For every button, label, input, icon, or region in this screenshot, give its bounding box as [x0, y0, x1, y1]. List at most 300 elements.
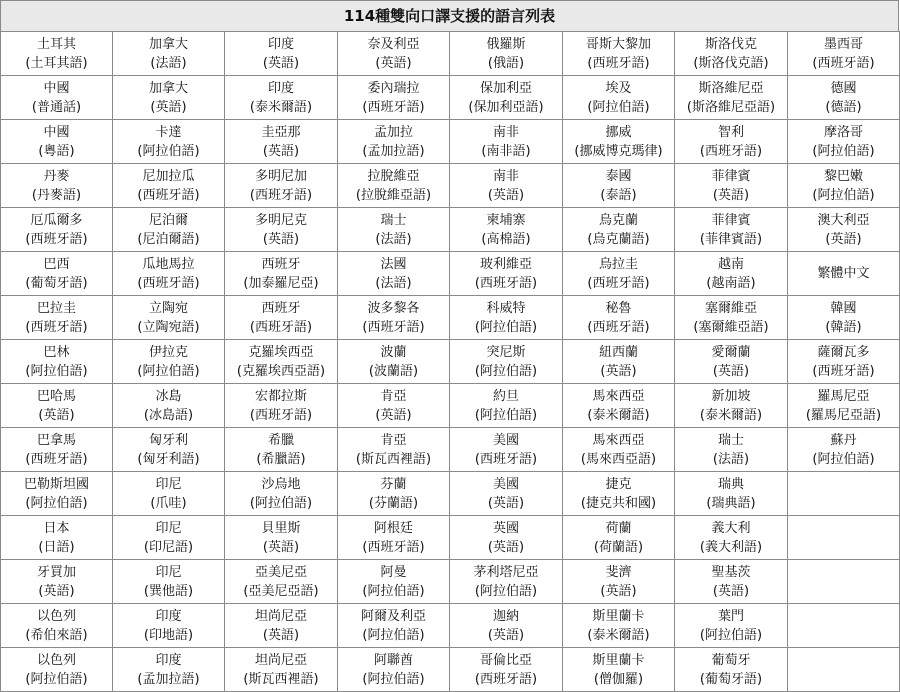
- language-name: (亞美尼亞語): [243, 583, 319, 599]
- country-name: 澳大利亞: [817, 212, 870, 228]
- table-row: [1, 648, 900, 692]
- language-cell: [563, 252, 675, 296]
- country-name: 墨西哥: [823, 36, 863, 52]
- country-name: 波多黎各: [367, 300, 420, 316]
- table-row: [1, 472, 900, 516]
- language-name: (阿拉伯語): [812, 451, 875, 467]
- country-name: 以色列: [36, 652, 76, 668]
- language-name: (菲律賓語): [699, 231, 763, 247]
- language-name: (立陶宛語): [137, 319, 200, 335]
- language-cell: [338, 472, 450, 516]
- language-name: (西班牙語): [25, 231, 88, 247]
- language-name: (保加利亞語): [468, 99, 544, 115]
- country-name: 捷克: [605, 476, 632, 492]
- language-cell: [338, 604, 450, 648]
- language-cell: [450, 164, 563, 208]
- country-name: 阿聯酋: [373, 652, 413, 668]
- language-cell: [338, 120, 450, 164]
- language-name: (西班牙語): [362, 99, 425, 115]
- language-name: (印尼語): [143, 539, 194, 555]
- language-name: (阿拉伯語): [137, 143, 200, 159]
- language-name: (越南語): [706, 275, 756, 291]
- language-cell: [563, 164, 675, 208]
- language-name: (泰米爾語): [587, 407, 650, 423]
- language-name: (西班牙語): [587, 55, 650, 71]
- country-name: 加拿大: [148, 36, 188, 52]
- country-name: 菲律賓: [711, 168, 751, 184]
- country-name: 波蘭: [380, 344, 407, 360]
- language-cell: [338, 252, 450, 296]
- language-cell: [788, 340, 900, 384]
- country-name: 突尼斯: [486, 344, 526, 360]
- language-name: (阿拉伯語): [362, 627, 425, 643]
- language-name: (英語): [600, 363, 637, 379]
- country-name: 斐濟: [605, 564, 632, 580]
- language-name: (英語): [712, 583, 750, 599]
- language-cell: [563, 120, 675, 164]
- country-name: 茅利塔尼亞: [473, 564, 539, 580]
- country-name: 埃及: [605, 80, 632, 96]
- language-cell: [225, 120, 338, 164]
- language-cell: [338, 208, 450, 252]
- language-cell: [338, 428, 450, 472]
- language-cell: [563, 76, 675, 120]
- language-name: (日語): [38, 539, 75, 555]
- language-name: (加泰羅尼亞): [243, 275, 319, 291]
- country-name: 俄羅斯: [486, 36, 526, 52]
- language-name: (西班牙語): [362, 539, 425, 555]
- language-cell: [1, 472, 113, 516]
- language-cell: [113, 516, 225, 560]
- language-cell: [563, 648, 675, 692]
- language-cell: [225, 76, 338, 120]
- country-name: 韓國: [830, 300, 857, 316]
- language-name: (粵語): [38, 143, 75, 159]
- language-name: (爪哇): [150, 495, 187, 511]
- country-name: 冰島: [155, 388, 182, 404]
- table-row: [1, 208, 900, 252]
- language-name: (捷克共和國): [580, 495, 657, 511]
- country-name: 以色列: [36, 608, 76, 624]
- language-cell: [113, 120, 225, 164]
- country-name: 印尼: [155, 564, 182, 580]
- language-cell: [563, 340, 675, 384]
- language-cell: [788, 296, 900, 340]
- language-name: (泰米爾語): [249, 99, 313, 115]
- language-name: (斯瓦西裡語): [355, 451, 432, 467]
- table-row: [1, 340, 900, 384]
- country-name: 黎巴嫩: [823, 168, 863, 184]
- language-name: (韓語): [825, 319, 862, 335]
- language-cell: [1, 384, 113, 428]
- country-name: 尼泊爾: [148, 212, 188, 228]
- country-name: 斯里蘭卡: [592, 608, 645, 624]
- language-cell: [675, 120, 788, 164]
- language-name: (阿拉伯語): [812, 143, 875, 159]
- language-cell: [113, 252, 225, 296]
- language-cell: [113, 296, 225, 340]
- language-cell: [563, 208, 675, 252]
- table-row: [1, 252, 900, 296]
- language-cell: [113, 472, 225, 516]
- country-name: 伊拉克: [148, 344, 188, 360]
- language-name: (英語): [600, 583, 637, 599]
- language-name: (匈牙利語): [137, 451, 200, 467]
- language-name: (西班牙語): [474, 451, 538, 467]
- language-cell: [225, 340, 338, 384]
- language-cell: [788, 32, 900, 76]
- language-name: (土耳其語): [25, 55, 88, 71]
- language-name: (馬來西亞語): [580, 451, 657, 467]
- country-name: 迦納: [492, 608, 519, 624]
- country-name: 阿爾及利亞: [360, 608, 426, 624]
- language-name: (瑞典語): [706, 495, 756, 511]
- language-name: (克羅埃西亞語): [236, 363, 326, 379]
- country-name: 羅馬尼亞: [817, 388, 870, 404]
- language-name: (葡萄牙語): [699, 671, 763, 687]
- language-name: (泰米爾語): [587, 627, 650, 643]
- language-name: (阿拉伯語): [474, 363, 538, 379]
- language-name: (芬蘭語): [368, 495, 419, 511]
- language-name: (法語): [375, 231, 412, 247]
- language-cell: [450, 296, 563, 340]
- country-name: 加拿大: [148, 80, 188, 96]
- language-cell: [1, 76, 113, 120]
- language-name: (僧伽羅): [593, 671, 644, 687]
- country-name: 丹麥: [43, 168, 70, 184]
- language-name: (德語): [825, 99, 862, 115]
- language-name: (英語): [487, 627, 525, 643]
- language-cell: [788, 604, 900, 648]
- language-cell: [675, 472, 788, 516]
- language-name: (西班牙語): [137, 275, 200, 291]
- country-name: 肯亞: [380, 388, 407, 404]
- language-cell: [563, 560, 675, 604]
- language-cell: [1, 208, 113, 252]
- language-cell: [675, 648, 788, 692]
- country-name: 巴西: [43, 256, 70, 272]
- country-name: 斯里蘭卡: [592, 652, 645, 668]
- country-name: 坦尚尼亞: [254, 652, 307, 668]
- language-name: (英語): [487, 539, 525, 555]
- language-cell: [788, 516, 900, 560]
- language-cell: [225, 604, 338, 648]
- country-name: 聖基茨: [711, 564, 751, 580]
- country-name: 紐西蘭: [598, 344, 638, 360]
- country-name: 瓜地馬拉: [142, 256, 195, 272]
- country-name: 卡達: [155, 124, 182, 140]
- language-name: (阿拉伯語): [474, 319, 538, 335]
- language-cell: [338, 32, 450, 76]
- country-name: 瑞士: [717, 432, 744, 448]
- language-cell: [225, 208, 338, 252]
- language-cell: [225, 560, 338, 604]
- language-name: (泰語): [600, 187, 637, 203]
- language-cell: [1, 32, 113, 76]
- language-name: (孟加拉語): [362, 143, 425, 159]
- country-name: 越南: [717, 256, 744, 272]
- country-name: 圭亞那: [261, 124, 301, 140]
- country-name: 烏拉圭: [598, 256, 638, 272]
- country-name: 蘇丹: [830, 432, 857, 448]
- country-name: 智利: [717, 124, 744, 140]
- language-cell: [113, 340, 225, 384]
- language-cell: [450, 604, 563, 648]
- country-name: 芬蘭: [380, 476, 407, 492]
- language-name: (希伯來語): [25, 627, 88, 643]
- country-name: 孟加拉: [373, 124, 413, 140]
- country-name: 烏克蘭: [598, 212, 638, 228]
- language-cell: [788, 120, 900, 164]
- language-cell: [1, 604, 113, 648]
- language-name: (阿拉伯語): [474, 407, 538, 423]
- language-name: (波蘭語): [368, 363, 419, 379]
- language-name: (印地語): [143, 627, 194, 643]
- language-cell: [675, 296, 788, 340]
- language-name: (阿拉伯語): [362, 583, 425, 599]
- language-name: (英語): [262, 143, 300, 159]
- language-name: (泰米爾語): [699, 407, 763, 423]
- language-name: (阿拉伯語): [249, 495, 313, 511]
- language-name: (烏克蘭語): [587, 231, 650, 247]
- language-name: (西班牙語): [25, 451, 88, 467]
- country-name: 美國: [492, 476, 519, 492]
- country-name: 秘魯: [605, 300, 632, 316]
- language-cell: [675, 252, 788, 296]
- language-cell: [788, 164, 900, 208]
- language-name: (阿拉伯語): [362, 671, 425, 687]
- language-name: (英語): [262, 627, 300, 643]
- language-cell: [225, 516, 338, 560]
- language-cell: [563, 428, 675, 472]
- country-name: 多明尼加: [254, 168, 307, 184]
- language-name: (冰島語): [143, 407, 194, 423]
- language-cell: [113, 560, 225, 604]
- language-cell: [450, 428, 563, 472]
- country-name: 約旦: [492, 388, 519, 404]
- language-cell: [338, 516, 450, 560]
- language-name: (葡萄牙語): [25, 275, 88, 291]
- country-name: 中國: [43, 124, 70, 140]
- language-name: (巽他語): [143, 583, 194, 599]
- country-name: 西班牙: [261, 256, 301, 272]
- country-name: 瑞士: [380, 212, 407, 228]
- country-name: 牙買加: [36, 564, 76, 580]
- language-cell: [563, 32, 675, 76]
- language-cell: [113, 76, 225, 120]
- country-name: 斯洛維尼亞: [698, 80, 764, 96]
- language-cell: [788, 428, 900, 472]
- country-name: 印度: [155, 652, 182, 668]
- language-name: (西班牙語): [587, 275, 650, 291]
- language-name: (希臘語): [256, 451, 306, 467]
- country-name: 中國: [43, 80, 70, 96]
- country-name: 葉門: [717, 608, 744, 624]
- language-cell: [675, 340, 788, 384]
- country-name: 南非: [492, 124, 519, 140]
- language-cell: [113, 164, 225, 208]
- language-cell: [675, 76, 788, 120]
- language-name: (英語): [262, 539, 300, 555]
- country-name: 印尼: [155, 520, 182, 536]
- country-name: 印度: [267, 80, 294, 96]
- language-cell: [1, 120, 113, 164]
- language-cell: [788, 384, 900, 428]
- country-name: 摩洛哥: [823, 124, 863, 140]
- language-name: (西班牙語): [137, 187, 200, 203]
- country-name: 南非: [492, 168, 519, 184]
- language-cell: [450, 516, 563, 560]
- country-name: 愛爾蘭: [711, 344, 751, 360]
- language-cell: [788, 472, 900, 516]
- country-name: 宏都拉斯: [254, 388, 307, 404]
- country-name: 立陶宛: [148, 300, 188, 316]
- language-cell: [788, 648, 900, 692]
- country-name: 泰國: [605, 168, 632, 184]
- language-cell: [113, 648, 225, 692]
- table-row: [1, 32, 900, 76]
- language-name: (尼泊爾語): [137, 231, 200, 247]
- country-name: 多明尼克: [254, 212, 307, 228]
- country-name: 葡萄牙: [711, 652, 751, 668]
- language-cell: [788, 208, 900, 252]
- language-name: (英語): [825, 231, 862, 247]
- country-name: 拉脫維亞: [367, 168, 420, 184]
- country-name: 厄瓜爾多: [30, 212, 83, 228]
- country-name: 新加坡: [711, 388, 751, 404]
- country-name: 荷蘭: [605, 520, 632, 536]
- language-cell: [225, 384, 338, 428]
- language-name: (阿拉伯語): [699, 627, 763, 643]
- language-name: (法語): [150, 55, 187, 71]
- language-name: (西班牙語): [25, 319, 88, 335]
- language-name: (阿拉伯語): [25, 363, 88, 379]
- language-cell: [1, 252, 113, 296]
- language-cell: [675, 428, 788, 472]
- language-cell: [1, 296, 113, 340]
- language-name: (英語): [262, 231, 300, 247]
- country-name: 巴拿馬: [36, 432, 76, 448]
- table-row: [1, 296, 900, 340]
- language-cell: [675, 560, 788, 604]
- language-name: (高棉語): [481, 231, 531, 247]
- country-name: 繁體中文: [817, 266, 870, 281]
- country-name: 菲律賓: [711, 212, 751, 228]
- language-name: (荷蘭語): [593, 539, 644, 555]
- language-name: (羅馬尼亞語): [805, 407, 882, 423]
- country-name: 薩爾瓦多: [817, 344, 870, 360]
- language-cell: [113, 604, 225, 648]
- language-name: (法語): [712, 451, 750, 467]
- country-name: 美國: [492, 432, 519, 448]
- country-name: 坦尚尼亞: [254, 608, 307, 624]
- country-name: 希臘: [267, 432, 294, 448]
- country-name: 奈及利亞: [367, 36, 420, 52]
- country-name: 阿根廷: [373, 520, 413, 536]
- language-cell: [450, 208, 563, 252]
- country-name: 英國: [492, 520, 519, 536]
- language-cell: [675, 604, 788, 648]
- language-cell: [338, 384, 450, 428]
- language-cell: [113, 384, 225, 428]
- language-cell: [113, 32, 225, 76]
- country-name: 土耳其: [36, 36, 76, 52]
- language-cell: [338, 648, 450, 692]
- language-cell: [225, 472, 338, 516]
- language-name: (英語): [487, 495, 525, 511]
- language-name: (英語): [487, 187, 525, 203]
- language-name: (西班牙語): [699, 143, 763, 159]
- table-row: [1, 384, 900, 428]
- country-name: 挪威: [605, 124, 632, 140]
- language-cell: [675, 32, 788, 76]
- language-cell: [225, 296, 338, 340]
- language-cell: [563, 604, 675, 648]
- country-name: 印尼: [155, 476, 182, 492]
- country-name: 法國: [380, 256, 407, 272]
- language-name: (英語): [375, 55, 412, 71]
- language-name: (丹麥語): [31, 187, 82, 203]
- language-name: (西班牙語): [474, 671, 538, 687]
- language-name: (普通話): [31, 99, 82, 115]
- language-cell: [113, 208, 225, 252]
- language-name: (孟加拉語): [137, 671, 200, 687]
- language-name: (英語): [712, 363, 750, 379]
- language-name: (西班牙語): [812, 55, 875, 71]
- language-cell: [450, 384, 563, 428]
- country-name: 匈牙利: [148, 432, 188, 448]
- language-name: (俄語): [487, 55, 525, 71]
- language-cell: [1, 164, 113, 208]
- language-cell: [450, 76, 563, 120]
- language-name: (斯瓦西裡語): [243, 671, 319, 687]
- language-cell: [113, 428, 225, 472]
- language-name: (阿拉伯語): [812, 187, 875, 203]
- language-cell: [1, 340, 113, 384]
- country-name: 哥斯大黎加: [585, 36, 651, 52]
- language-name: (英語): [38, 583, 75, 599]
- country-name: 西班牙: [261, 300, 301, 316]
- language-name: (塞爾維亞語): [693, 319, 769, 335]
- language-name: (英語): [150, 99, 187, 115]
- language-name: (英語): [712, 187, 750, 203]
- language-cell: [338, 164, 450, 208]
- country-name: 巴拉圭: [36, 300, 76, 316]
- country-name: 巴林: [43, 344, 70, 360]
- country-name: 巴哈馬: [36, 388, 76, 404]
- language-name: (阿拉伯語): [25, 495, 88, 511]
- language-name: (英語): [375, 407, 412, 423]
- language-name: (阿拉伯語): [25, 671, 88, 687]
- country-name: 肯亞: [380, 432, 407, 448]
- language-table: [0, 31, 900, 692]
- language-name: (拉脫維亞語): [355, 187, 432, 203]
- language-cell: [338, 296, 450, 340]
- table-row: [1, 560, 900, 604]
- language-cell: [450, 340, 563, 384]
- language-name: (西班牙語): [249, 319, 313, 335]
- country-name: 科威特: [486, 300, 526, 316]
- language-cell: [1, 648, 113, 692]
- language-name: (西班牙語): [587, 319, 650, 335]
- language-cell: [450, 252, 563, 296]
- language-name: (挪威博克瑪律): [574, 143, 663, 159]
- language-cell: [450, 560, 563, 604]
- language-name: (阿拉伯語): [137, 363, 200, 379]
- table-row: [1, 604, 900, 648]
- language-name: (阿拉伯語): [587, 99, 650, 115]
- table-row: [1, 120, 900, 164]
